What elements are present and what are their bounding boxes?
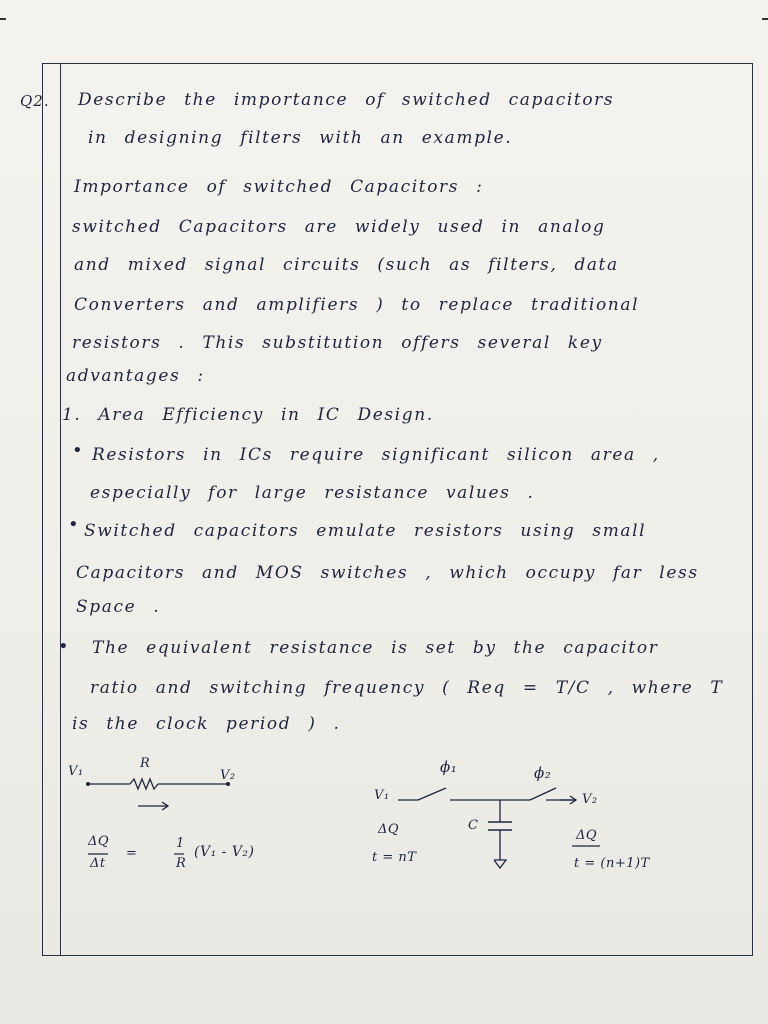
bullet-2-line-2: Capacitors and MOS switches , which occupy far less: [76, 563, 699, 583]
time-left-label: t = nT: [372, 850, 417, 865]
sc-v2-label: V₂: [582, 792, 598, 807]
question-line-2: in designing filters with an example.: [88, 128, 513, 148]
phi2-label: ϕ₂: [534, 764, 552, 782]
switched-capacitor-diagram: [360, 752, 700, 892]
v1-label: V₁: [68, 764, 84, 779]
resistor-label: R: [140, 756, 151, 771]
intro-line-3: Converters and amplifiers ) to replace traditional: [74, 295, 640, 315]
dq-label: ΔQ: [88, 834, 110, 849]
intro-line-5: advantages :: [66, 366, 205, 386]
phi1-label: ϕ₁: [440, 758, 458, 776]
bullet-3-line-1: The equivalent resistance is set by the capacitor: [92, 638, 659, 658]
dq-right-label: ΔQ: [576, 828, 598, 843]
page-edge-mark: [0, 18, 6, 20]
bullet-3-line-3: is the clock period ) .: [72, 714, 341, 734]
equals-sign: =: [126, 846, 138, 861]
capacitor-label: C: [468, 818, 479, 833]
question-line-1: Describe the importance of switched capacitors: [78, 90, 615, 110]
voltage-difference: (V₁ - V₂): [194, 844, 255, 860]
bullet-1-line-2: especially for large resistance values .: [90, 483, 535, 503]
resistor-diagram: [60, 750, 320, 880]
bullet-2-line-1: Switched capacitors emulate resistors using small: [84, 521, 647, 541]
section-heading: Importance of switched Capacitors :: [74, 177, 484, 197]
bullet-marker: •: [68, 514, 79, 535]
bullet-3-line-2: ratio and switching frequency ( Req = T/C , where T: [90, 678, 724, 698]
dq-left-label: ΔQ: [378, 822, 400, 837]
intro-line-2: and mixed signal circuits (such as filters, data: [74, 255, 619, 275]
dt-label: Δt: [90, 856, 106, 871]
question-number: Q2.: [20, 92, 50, 110]
one-label: 1: [176, 836, 185, 851]
switched-capacitor-schematic: [360, 752, 700, 892]
sc-v1-label: V₁: [374, 788, 390, 803]
bullet-1-line-1: Resistors in ICs require significant silicon area ,: [92, 445, 660, 465]
point-1-title: 1. Area Efficiency in IC Design.: [62, 405, 434, 425]
bullet-marker: •: [72, 440, 83, 461]
bullet-marker: •: [58, 636, 69, 657]
page-edge-mark: [762, 18, 768, 20]
intro-line-1: switched Capacitors are widely used in analog: [72, 217, 606, 237]
intro-line-4: resistors . This substitution offers several key: [72, 333, 603, 353]
time-right-label: t = (n+1)T: [574, 856, 650, 871]
v2-label: V₂: [220, 768, 236, 783]
r-denominator: R: [176, 856, 187, 871]
bullet-2-line-3: Space .: [76, 597, 161, 617]
